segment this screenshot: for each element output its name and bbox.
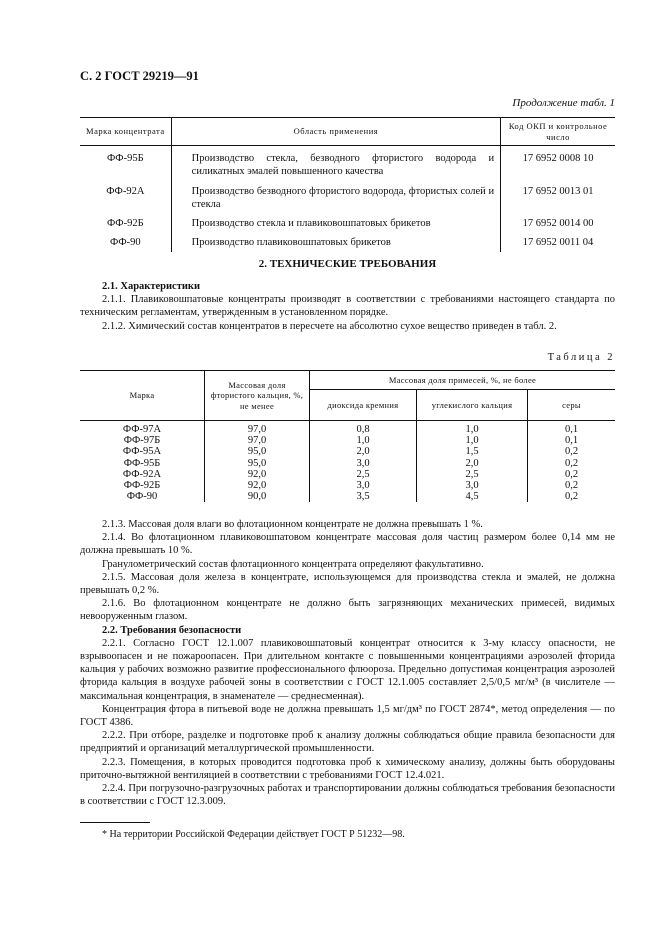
- table2-caf2-cell: 90,0: [205, 491, 310, 502]
- table2-brand-cell: ФФ-92А: [122, 468, 162, 480]
- table2-caf2-cell: 92,0: [205, 469, 310, 480]
- table1-code-cell: 17 6952 0011 04: [522, 236, 594, 248]
- table2-brand-cell: ФФ-92Б: [123, 480, 161, 492]
- table2-header-s: серы: [528, 390, 616, 421]
- table2-brand-cell: ФФ-95А: [122, 446, 162, 458]
- table1-header-brand: Марка концентрата: [80, 118, 171, 146]
- table-2-label: Таблица 2: [547, 352, 615, 363]
- table-row: [80, 446, 615, 457]
- table1-brand-cell: ФФ-90: [110, 236, 141, 248]
- table2-caco3-cell: 1,0: [417, 435, 528, 446]
- table2-caf2-cell: 92,0: [205, 480, 310, 491]
- paragraph-2-1-6: 2.1.6. Во флотационном концентрате не должно быть загрязняющих механических примесей, видимых невооруженным глазом.: [80, 598, 615, 623]
- table2-sio2-cell: 1,0: [310, 435, 417, 446]
- table-continuation-label: Продолжение табл. 1: [512, 97, 615, 109]
- paragraph-2-1-5: 2.1.5. Массовая доля железа в концентрате, использующемся для производства стекла и эмалей, не должна превышать 0,2 %.: [80, 571, 615, 597]
- table1-brand-cell: ФФ-95Б: [107, 153, 144, 165]
- table-row: [80, 491, 615, 502]
- table2-caco3-cell: 3,0: [417, 480, 528, 491]
- table2-caf2-cell: 95,0: [205, 458, 310, 469]
- table2-header-caf2: Массовая доля фтористого кальция, %, не менее: [205, 371, 310, 421]
- paragraph-2-2-3: 2.2.3. Помещения, в которых проводится подготовка проб к химическому анализу, должны быть оборудованы приточно-вытяжной вентиляцией в соответствии с требованиями ГОСТ 12.4.021.: [80, 756, 615, 781]
- paragraph-2-2-1: 2.2.1. Согласно ГОСТ 12.1.007 плавиковошпатовый концентрат относится к 3-му классу опасности, не взрывоопасен и не пожароопасен. При длительном контакте с повышенными концентрациями аэрозолей фторида кальция у рабочих возможно развитие профессионального флюороза. Предельно допустимая концентрация аэрозолей фторида кальция в воздухе рабочей зоны в соответствии с ГОСТ 12.1.005 составляет 2,5/0,5 мг/м³ (в числителе — максимальная концентрация, в знаменателе — среднесменная).: [80, 637, 615, 702]
- table-row: [80, 230, 615, 252]
- table2-caco3-cell: 1,0: [417, 421, 528, 436]
- table2-sio2-cell: 0,8: [310, 421, 417, 436]
- paragraph-2-1-1: 2.1.1. Плавиковошпатовые концентраты производят в соответствии с требованиями настоящего стандарта по техническим регламентам, утвержденным в установленном порядке.: [80, 294, 615, 319]
- table2-brand-cell: ФФ-90: [126, 491, 158, 503]
- table1-code-cell: 17 6952 0013 01: [522, 185, 594, 197]
- table2-header-impurities: Массовая доля примесей, %, не более: [310, 371, 616, 390]
- table1-header-code: Код ОКП и контрольное число: [501, 118, 615, 146]
- subsection-heading: 2.1. Характеристики: [102, 281, 201, 292]
- table2-header-sio2: диоксида кремния: [310, 390, 417, 421]
- table2-caf2-cell: 97,0: [205, 421, 310, 436]
- paragraph-2-1-3: 2.1.3. Массовая доля влаги во флотационном концентрате не должна превышать 1 %.: [102, 519, 483, 530]
- table2-brand-cell: ФФ-97Б: [123, 435, 161, 447]
- table2-sio2-cell: 3,0: [310, 458, 417, 469]
- table2-header-brand: Марка: [80, 371, 205, 421]
- table2-s-cell: 0,2: [528, 458, 616, 469]
- table2-caf2-cell: 97,0: [205, 435, 310, 446]
- table2-brand-cell: ФФ-97А: [122, 424, 162, 435]
- table2-caco3-cell: 2,5: [417, 469, 528, 480]
- table1-brand-cell: ФФ-92А: [106, 185, 145, 197]
- table1-usage-cell: Производство стекла и плавиковошпатовых брикетов: [171, 211, 500, 230]
- table2-header-caco3: углекислого кальция: [417, 390, 528, 421]
- section-title: 2. ТЕХНИЧЕСКИЕ ТРЕБОВАНИЯ: [258, 258, 437, 270]
- table2-sio2-cell: 3,0: [310, 480, 417, 491]
- table2-brand-cell: ФФ-95Б: [123, 457, 161, 469]
- page-header: С. 2 ГОСТ 29219—91: [80, 69, 199, 83]
- table-row: [80, 480, 615, 491]
- paragraph-2-2-4: 2.2.4. При погрузочно-разгрузочных работах и транспортировании должны соблюдаться требования безопасности в соответствии с ГОСТ 12.3.009.: [80, 783, 615, 808]
- table1-usage-cell: Производство плавиковошпатовых брикетов: [171, 230, 500, 252]
- table2-caco3-cell: 4,5: [417, 491, 528, 502]
- table-2: [80, 370, 615, 502]
- table1-header-usage: Область применения: [171, 118, 500, 146]
- paragraph-fluorine-water: Концентрация фтора в питьевой воде не должна превышать 1,5 мг/дм³ по ГОСТ 2874*, метод определения — по ГОСТ 4386.: [80, 703, 615, 729]
- paragraph-2-2-2: 2.2.2. При отборе, разделке и подготовке проб к анализу должны соблюдаться общие правила безопасности для предприятий и организаций металлургической промышленности.: [80, 730, 615, 755]
- table2-sio2-cell: 2,0: [310, 446, 417, 457]
- table1-code-cell: 17 6952 0014 00: [522, 217, 594, 229]
- table2-s-cell: 0,2: [528, 469, 616, 480]
- table-row: [80, 421, 615, 436]
- paragraph-2-1-2: 2.1.2. Химический состав концентратов в пересчете на абсолютно сухое вещество приведен в табл. 2.: [102, 320, 557, 332]
- table1-usage-cell: Производство стекла, безводного фтористого водорода и силикатных эмалей повышенного качества: [171, 146, 500, 179]
- table2-s-cell: 0,2: [528, 480, 616, 491]
- table2-sio2-cell: 3,5: [310, 491, 417, 502]
- table1-code-cell: 17 6952 0008 10: [522, 153, 594, 165]
- table-row: [80, 435, 615, 446]
- paragraph-granulometry: Гранулометрический состав флотационного концентрата определяют факультативно.: [102, 558, 484, 570]
- footnote: * На территории Российской Федерации действует ГОСТ Р 51232—98.: [102, 829, 405, 840]
- table-row: [80, 211, 615, 230]
- table2-sio2-cell: 2,5: [310, 469, 417, 480]
- table-row: [80, 469, 615, 480]
- table1-brand-cell: ФФ-92Б: [107, 217, 144, 229]
- paragraph-2-1-4: 2.1.4. Во флотационном плавиковошпатовом концентрате массовая доля частиц размером более 0,14 мм не должна превышать 10 %.: [80, 532, 615, 557]
- table2-caf2-cell: 95,0: [205, 446, 310, 457]
- table2-caco3-cell: 2,0: [417, 458, 528, 469]
- table2-s-cell: 0,2: [528, 446, 616, 457]
- table-1: [80, 117, 615, 252]
- footnote-rule: [80, 822, 150, 823]
- table-row: [80, 146, 615, 179]
- subsection-heading: 2.2. Требования безопасности: [102, 624, 242, 636]
- table2-s-cell: 0,1: [528, 435, 616, 446]
- table2-s-cell: 0,2: [528, 491, 616, 502]
- table-row: [80, 179, 615, 211]
- table1-usage-cell: Производство безводного фтористого водорода, фтористых солей и стекла: [171, 179, 500, 211]
- body-text: [80, 518, 615, 808]
- table2-caco3-cell: 1,5: [417, 446, 528, 457]
- table-row: [80, 458, 615, 469]
- table2-s-cell: 0,1: [528, 421, 616, 436]
- section-2-1-text: [80, 280, 615, 333]
